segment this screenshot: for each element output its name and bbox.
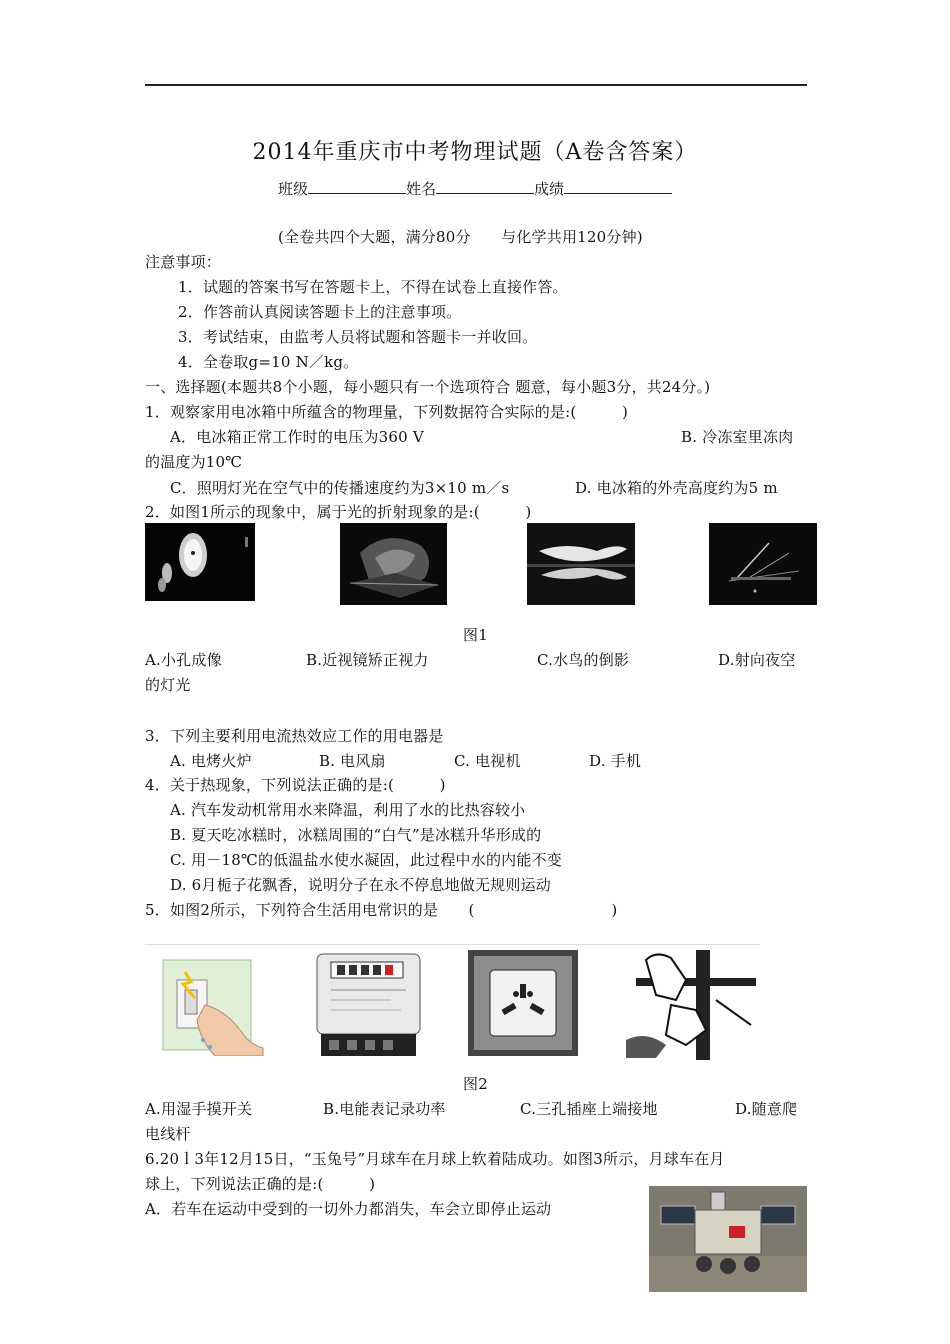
figure-2-top-rule xyxy=(145,944,760,945)
q6-stem-line-1: 6.20ｌ3年12月15日，“玉兔号”月球车在月球上软着陆成功。如图3所示，月球车在月 xyxy=(145,1150,725,1168)
q3-option-a: A. 电烤火炉 xyxy=(170,752,252,770)
q1-option-b-cont: 的温度为10℃ xyxy=(145,453,243,471)
q4-option-a: A. 汽车发动机常用水来降温，利用了水的比热容较小 xyxy=(170,801,526,819)
q6-option-a: A．若车在运动中受到的一切外力都消失，车会立即停止运动 xyxy=(145,1200,552,1218)
name-label: 姓名 xyxy=(405,180,436,198)
q3-option-d: D. 手机 xyxy=(589,752,642,770)
water-bird-reflection-photo xyxy=(527,523,635,605)
page-title: 2014年重庆市中考物理试题（A卷含答案） xyxy=(252,140,698,165)
q2-option-d-cont: 的灯光 xyxy=(145,676,191,694)
note-item: 2．作答前认真阅读答题卡上的注意事项。 xyxy=(178,303,462,321)
electricity-meter-photo xyxy=(311,950,426,1060)
notes-heading: 注意事项： xyxy=(145,253,222,271)
three-hole-socket-photo xyxy=(468,950,578,1056)
q1-option-c: C．照明灯光在空气中的传播速度约为3×10 m／s xyxy=(170,479,510,497)
q5-option-c: C.三孔插座上端接地 xyxy=(520,1100,658,1118)
q3-option-b: B. 电风扇 xyxy=(319,752,386,770)
climbing-power-pole-illustration xyxy=(626,950,756,1060)
top-rule xyxy=(145,84,807,86)
score-label: 成绩 xyxy=(534,180,565,198)
note-item: 4．全卷取g=10 N／kg。 xyxy=(178,353,359,371)
q3-stem: 3．下列主要利用电流热效应工作的用电器是 xyxy=(145,727,444,745)
figure-2-caption: 图2 xyxy=(463,1075,488,1093)
lunar-rover-photo xyxy=(649,1186,807,1292)
note-item: 3．考试结束，由监考人员将试题和答题卡一并收回。 xyxy=(178,328,538,346)
glasses-correction-photo xyxy=(340,523,447,605)
pinhole-image-photo xyxy=(145,523,255,601)
score-blank xyxy=(564,179,672,194)
q6-stem-line-2: 球上，下列说法正确的是:( ) xyxy=(145,1175,376,1193)
q5-option-d-cont: 电线杆 xyxy=(145,1125,191,1143)
q3-option-c: C. 电视机 xyxy=(454,752,521,770)
q4-option-c: C. 用－18℃的低温盐水使水凝固，此过程中水的内能不变 xyxy=(170,851,562,869)
q5-stem: 5．如图2所示，下列符合生活用电常识的是 ( ) xyxy=(145,901,618,919)
q2-stem: 2．如图1所示的现象中，属于光的折射现象的是:( ) xyxy=(145,503,532,521)
q5-option-d: D.随意爬 xyxy=(735,1100,798,1118)
q4-option-d: D. 6月栀子花飘香，说明分子在永不停息地做无规则运动 xyxy=(170,876,551,894)
note-item: 1．试题的答案书写在答题卡上，不得在试卷上直接作答。 xyxy=(178,278,568,296)
student-info-line xyxy=(0,178,950,199)
class-blank xyxy=(308,179,406,194)
name-blank xyxy=(436,179,534,194)
q5-option-b: B.电能表记录功率 xyxy=(323,1100,446,1118)
night-sky-light-beam-photo xyxy=(709,523,817,605)
q2-option-d: D.射向夜空 xyxy=(718,651,796,669)
figure-1-caption: 图1 xyxy=(463,626,488,644)
q2-option-a: A.小孔成像 xyxy=(145,651,222,669)
class-label: 班级 xyxy=(277,180,308,198)
q4-stem: 4．关于热现象，下列说法正确的是:( ) xyxy=(145,776,446,794)
q1-option-d: D. 电冰箱的外壳高度约为5 m xyxy=(575,479,778,497)
q1-option-a: A．电冰箱正常工作时的电压为360 V xyxy=(170,428,424,446)
q2-option-b: B.近视镜矫正视力 xyxy=(306,651,429,669)
q1-stem: 1．观察家用电冰箱中所蕴含的物理量，下列数据符合实际的是:( ) xyxy=(145,403,629,421)
section-heading: 一、选择题(本题共8个小题，每小题只有一个选项符合 题意，每小题3分，共24分。) xyxy=(145,378,711,396)
q1-option-b: B. 冷冻室里冻肉 xyxy=(681,428,794,446)
q2-option-c: C.水鸟的倒影 xyxy=(537,651,630,669)
q4-option-b: B. 夏天吃冰糕时，冰糕周围的“白气”是冰糕升华形成的 xyxy=(170,826,542,844)
wet-hand-switch-illustration xyxy=(155,950,265,1056)
exam-info: (全卷共四个大题，满分80分 与化学共用120分钟) xyxy=(278,228,643,246)
q5-option-a: A.用湿手摸开关 xyxy=(145,1100,253,1118)
